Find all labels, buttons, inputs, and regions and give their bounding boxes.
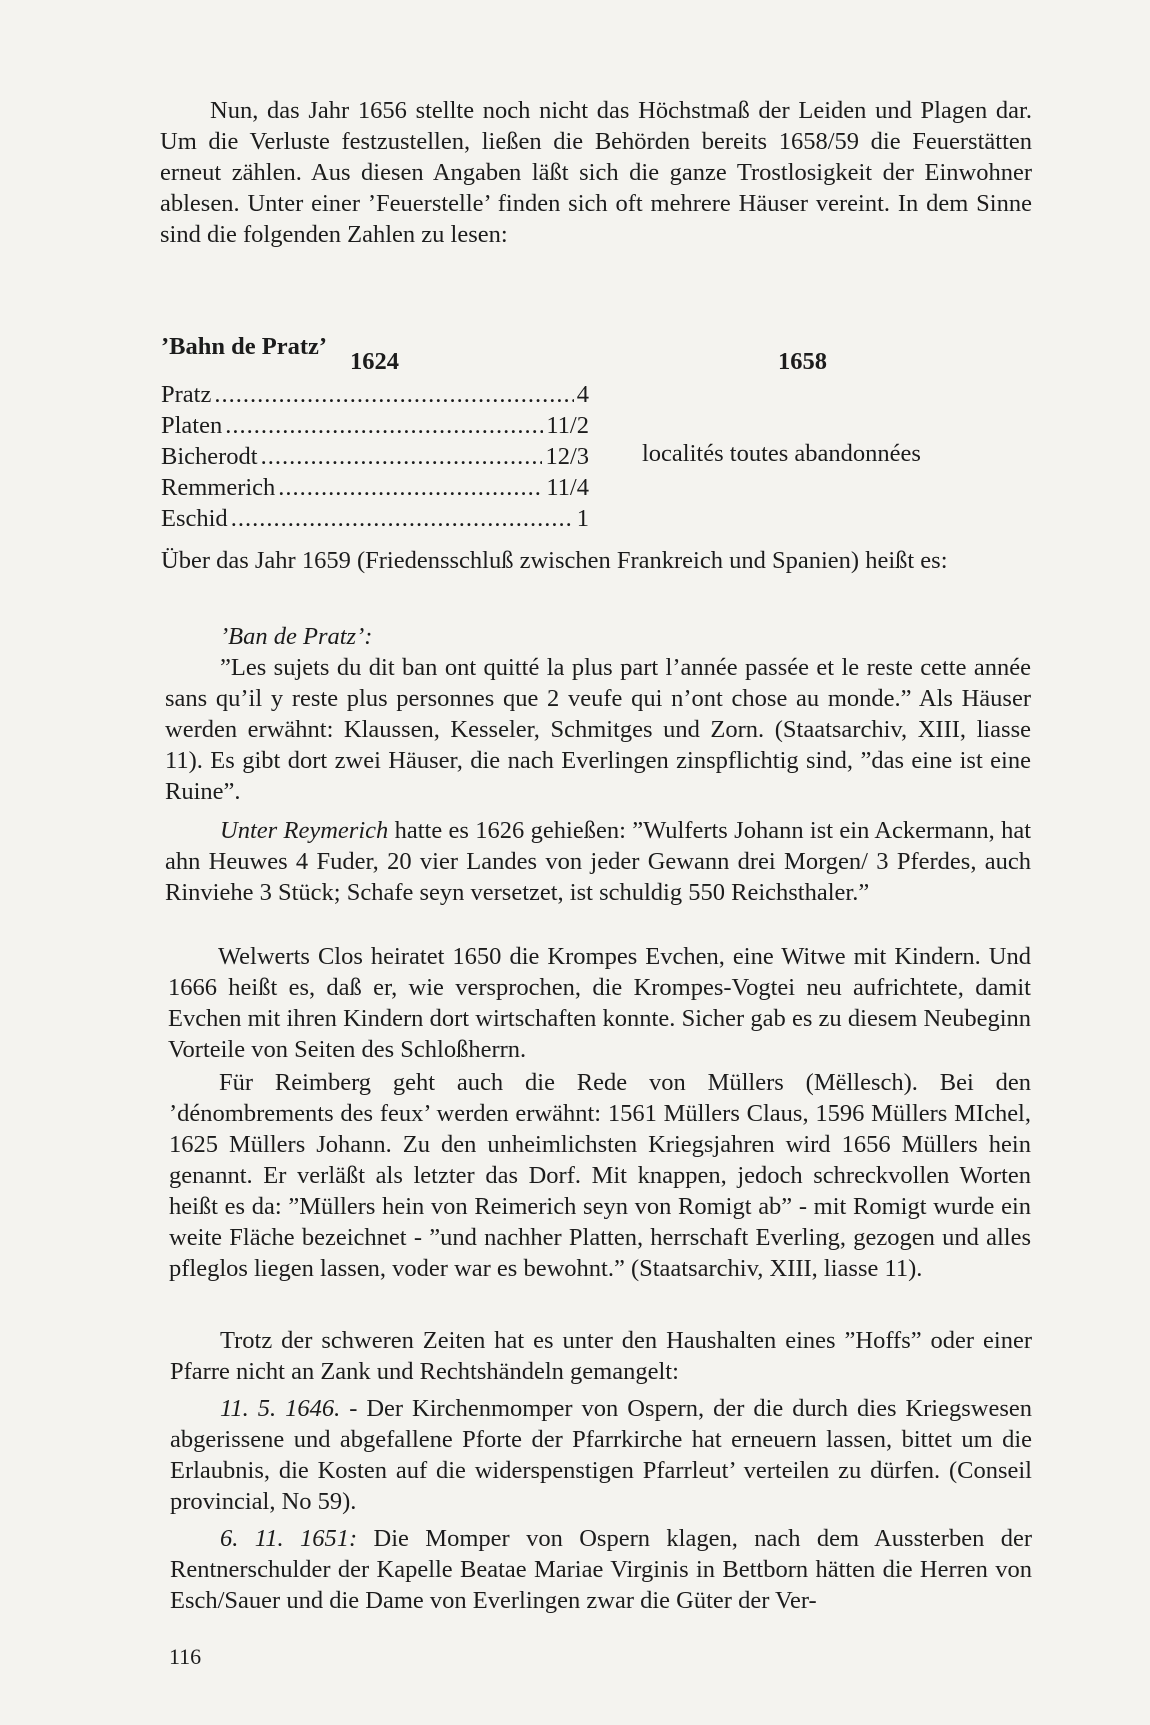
row-value: 12/3: [545, 443, 589, 470]
entry-text: - Der Kirchenmomper von Ospern, der die durch dies Kriegswesen abgerissene und abgefallene Pforte der Pfarrkirche hat erneuern lassen, bittet um die Erlaubnis, die Kosten auf die widerspenstigen Pfarrleut’ verteilen zu dürfen. (Conseil provincial, No 59).: [170, 1395, 1032, 1515]
welwerts-text: Welwerts Clos heiratet 1650 die Krompes Evchen, eine Witwe mit Kindern. Und 1666 heißt es, daß er, wie versprochen, die Krompes-Vogtei neu aufrichtete, damit Evchen mit ihren Kindern dort wirtschaften konnte. Sicher gab es zu diesem Neubeginn Vorteile von Seiten des Schloßherrn.: [168, 943, 1031, 1063]
trotz-paragraph: [170, 1325, 1032, 1387]
table-row: [161, 503, 589, 534]
reymerich-paragraph: [165, 815, 1031, 908]
table-row: [161, 410, 589, 441]
table-title: ’Bahn de Pratz’: [161, 333, 328, 360]
ban-label: ’Ban de Pratz’:: [220, 623, 373, 650]
intro-paragraph: [160, 95, 1032, 250]
reimberg-paragraph: [169, 1067, 1031, 1284]
table-col-1624: 1624: [350, 348, 399, 375]
row-name: Pratz: [161, 381, 212, 408]
row-name: Platen: [161, 412, 223, 439]
entry-date: 11. 5. 1646.: [220, 1395, 341, 1422]
text-1659: Über das Jahr 1659 (Friedensschluß zwischen Frankreich und Spanien) heißt es:: [161, 547, 948, 574]
table-row: [161, 472, 589, 503]
table-row: [161, 379, 589, 410]
row-value: 11/4: [546, 474, 589, 501]
table-note-1658: localités toutes abandonnées: [642, 440, 921, 467]
row-value: 11/2: [546, 412, 589, 439]
welwerts-paragraph: [168, 941, 1031, 1065]
row-name: Bicherodt: [161, 443, 258, 470]
table-row: [161, 441, 589, 472]
reymerich-label: Unter Reymerich: [220, 817, 389, 844]
row-value: 1: [576, 505, 589, 532]
row-name: Eschid: [161, 505, 228, 532]
trotz-text: Trotz der schweren Zeiten hat es unter den Haushalten eines ”Hoffs” oder einer Pfarre nicht an Zank und Rechtshändeln gemangelt:: [170, 1327, 1032, 1385]
page-number: 116: [169, 1644, 202, 1669]
row-value: 4: [576, 381, 589, 408]
reimberg-text: Für Reimberg geht auch die Rede von Müllers (Mëllesch). Bei den ’dénombrements des feux’ werden erwähnt: 1561 Müllers Claus, 1596 Müllers MIchel, 1625 Müllers Johann. Zu den unheimlichsten Kriegsjahren wird 1656 Müllers hein genannt. Er verläßt als letzter das Dorf. Mit knappen, jedoch schreckvollen Worten heißt es da: ”Müllers hein von Reimerich seyn von Romigt ab” - mit Romigt wurde ein weite Fläche bezeichnet - ”und nachher Platten, herrschaft Everling, gezogen und alles pfleglos liegen lassen, voder war es bewohnt.” (Staatsarchiv, XIII, liasse 11).: [169, 1069, 1031, 1282]
ban-de-pratz-section: [165, 621, 1031, 807]
table-col-1658: 1658: [778, 348, 827, 375]
entry-1651: [170, 1523, 1032, 1616]
entry-date: 6. 11. 1651:: [220, 1525, 358, 1552]
reymerich-text: hatte es 1626 gehießen: ”Wulferts Johann ist ein Ackermann, hat ahn Heuwes 4 Fuder, 20 vier Landes von jeder Gewann drei Morgen/ 3 Pferdes, auch Rinviehe 3 Stück; Schafe seyn versetzet, ist schuldig 550 Reichsthaler.”: [165, 817, 1031, 906]
entry-text: Die Momper von Ospern klagen, nach dem Aussterben der Rentnerschulder der Kapelle Beatae Mariae Virginis in Bettborn hätten die Herren von Esch/Sauer und die Dame von Everlingen zwar die Güter der Ver-: [170, 1525, 1032, 1614]
row-name: Remmerich: [161, 474, 276, 501]
ban-quote: ”Les sujets du dit ban ont quitté la plus part l’année passée et le reste cette année sans qu’il y reste plus personnes que 2 veufe qui n’ont chose au monde.” Als Häuser werden erwähnt: Klaussen, Kesseler, Schmitges und Zorn. (Staatsarchiv, XIII, liasse 11). Es gibt dort zwei Häuser, die nach Everlingen zinspflichtig sind, ”das eine ist eine Ruine”.: [165, 654, 1031, 805]
intro-text: Nun, das Jahr 1656 stellte noch nicht das Höchstmaß der Leiden und Plagen dar. Um die Verluste festzustellen, ließen die Behörden bereits 1658/59 die Feuerstätten erneut zählen. Aus diesen Angaben läßt sich die ganze Trostlosigkeit der Einwohner ablesen. Unter einer ’Feuerstelle’ finden sich oft mehrere Häuser vereint. In dem Sinne sind die folgenden Zahlen zu lesen:: [160, 97, 1032, 248]
paragraph-1659: [161, 545, 1031, 576]
entry-1646: [170, 1393, 1032, 1517]
